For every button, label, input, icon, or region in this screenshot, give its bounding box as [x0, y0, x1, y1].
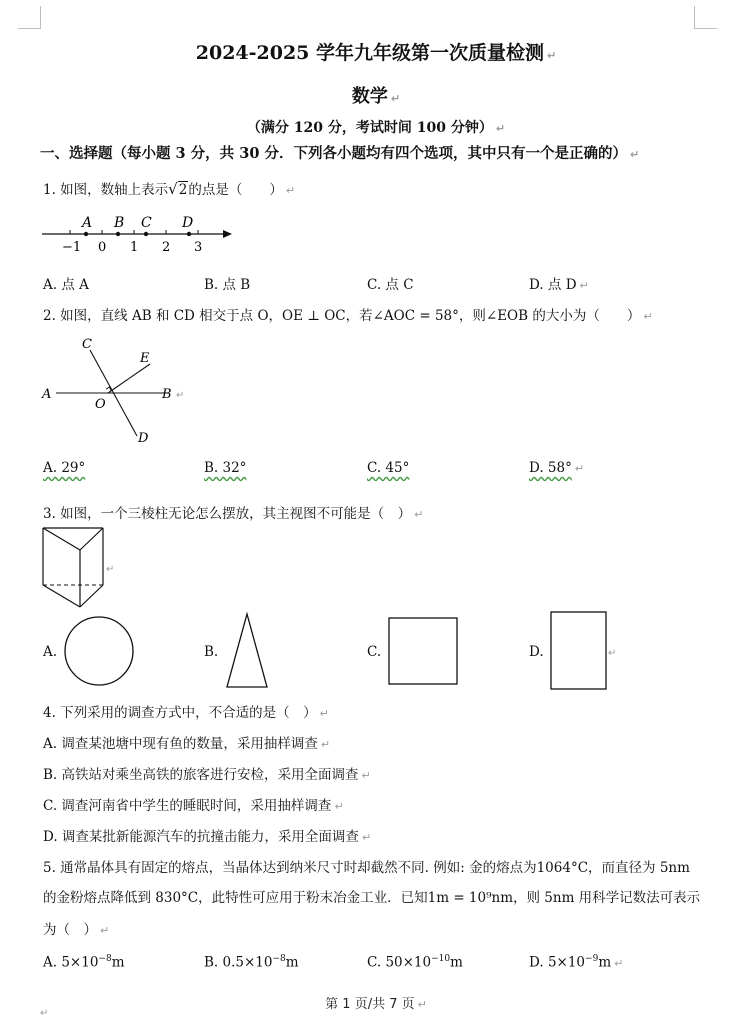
- point-c-dot: [144, 232, 148, 236]
- triangle-view-figure: [224, 612, 270, 690]
- paragraph-mark: ↵: [608, 648, 617, 659]
- rectangle-view-figure: [550, 611, 622, 691]
- number-line-figure: [40, 210, 240, 258]
- tick-label: −1: [62, 240, 82, 255]
- q2-option-b[interactable]: B. 32°: [204, 460, 247, 476]
- triangular-prism-figure: [40, 525, 120, 611]
- prism-edge: [80, 585, 103, 607]
- ray-oe: [108, 364, 150, 393]
- q5-option-b[interactable]: B. $0.5\times 10^{-8}m$: [204, 954, 299, 971]
- sqrt-symbol: √: [168, 180, 178, 198]
- tick-label: 2: [162, 240, 171, 255]
- q5-option-a[interactable]: A. $5\times 10^{-8}m$: [43, 954, 125, 971]
- paragraph-mark: ↵: [176, 390, 185, 401]
- q4-option-b[interactable]: B. 高铁站对乘坐高铁的旅客进行安检，采用全面调查 ↵: [43, 767, 371, 783]
- q2-option-d[interactable]: D. 58° ↵: [529, 460, 585, 476]
- q1-option-a[interactable]: A. 点 A: [43, 277, 89, 293]
- q3-option-b[interactable]: B.: [204, 644, 219, 660]
- q4-option-a[interactable]: A. 调查某池塘中现有鱼的数量，采用抽样调查 ↵: [43, 736, 331, 752]
- q1-option-d[interactable]: D. 点 D ↵: [529, 277, 589, 293]
- question-5-line-2: 的金粉熔点降低到 830°C，此特性可应用于粉末冶金工业．已知1m = 10⁹nm，则 5nm 用科学记数法可表示: [43, 890, 701, 906]
- q1-option-b[interactable]: B. 点 B: [204, 277, 251, 293]
- circle-view-figure: [62, 615, 138, 687]
- point-b-dot: [116, 232, 120, 236]
- question-1-stem: 1. 如图，数轴上表示√2的点是（ ） ↵: [43, 180, 296, 198]
- tick-label: 3: [194, 240, 203, 255]
- crop-mark-top-left: [18, 6, 41, 29]
- q1-option-c[interactable]: C. 点 C: [367, 277, 414, 293]
- q3-option-a[interactable]: A.: [43, 644, 58, 660]
- paragraph-mark: ↵: [40, 1008, 49, 1019]
- crop-mark-top-right: [694, 6, 717, 29]
- intersecting-lines-figure: [40, 332, 190, 447]
- q4-option-d[interactable]: D. 调查某批新能源汽车的抗撞击能力，采用全面调查 ↵: [43, 829, 372, 845]
- label-c: C: [82, 337, 92, 352]
- exam-title: 2024-2025 学年九年级第一次质量检测 ↵: [195, 42, 557, 64]
- arrow-head-icon: [223, 230, 232, 238]
- tick-label: 0: [98, 240, 107, 255]
- q3-option-d[interactable]: D.: [529, 644, 544, 660]
- point-d-dot: [187, 232, 191, 236]
- question-3-stem: 3. 如图，一个三棱柱无论怎么摆放，其主视图不可能是（ ） ↵: [43, 506, 424, 522]
- point-b-label: B: [114, 215, 125, 231]
- q5-option-d[interactable]: D. $5\times 10^{-9}m$ ↵: [529, 954, 624, 971]
- point-d-label: D: [182, 215, 194, 231]
- q2-option-c[interactable]: C. 45°: [367, 460, 410, 476]
- square-view-figure: [388, 617, 460, 687]
- label-o: O: [95, 397, 106, 412]
- prism-edge: [80, 528, 103, 550]
- q5-option-c[interactable]: C. $50\times 10^{-10}m$: [367, 954, 463, 971]
- prism-edge: [43, 528, 80, 550]
- q4-option-c[interactable]: C. 调查河南省中学生的睡眠时间，采用抽样调查 ↵: [43, 798, 344, 814]
- page-number-footer: 第 1 页/共 7 页 ↵: [325, 997, 427, 1012]
- point-a-dot: [84, 232, 88, 236]
- section-heading: 一、选择题（每小题 3 分，共 30 分．下列各小题均有四个选项，其中只有一个是正确的） ↵: [40, 145, 640, 162]
- paragraph-mark: ↵: [106, 564, 115, 575]
- question-2-stem: 2. 如图，直线 AB 和 CD 相交于点 O，OE ⊥ OC，若∠AOC = 58°，则∠EOB 的大小为（ ） ↵: [43, 308, 653, 324]
- label-d: D: [138, 431, 149, 446]
- q2-option-a[interactable]: A. 29°: [43, 460, 86, 476]
- label-b: B: [162, 387, 172, 402]
- exam-meta: （满分 120 分，考试时间 100 分钟） ↵: [246, 120, 506, 136]
- tick-label: 1: [130, 240, 139, 255]
- label-a: A: [42, 387, 52, 402]
- point-a-label: A: [82, 215, 93, 231]
- prism-edge: [43, 585, 80, 607]
- question-4-stem: 4. 下列采用的调查方式中，不合适的是（ ） ↵: [43, 705, 329, 721]
- question-5-line-3: 为（ ） ↵: [43, 922, 110, 938]
- q3-option-c[interactable]: C.: [367, 644, 382, 660]
- point-c-label: C: [141, 215, 152, 231]
- question-5-line-1: 5. 通常晶体具有固定的熔点，当晶体达到纳米尺寸时却截然不同. 例如: 金的熔点为1064°C，而直径为 5nm: [43, 860, 690, 876]
- subject-title: 数学 ↵: [351, 86, 401, 107]
- label-e: E: [140, 351, 150, 366]
